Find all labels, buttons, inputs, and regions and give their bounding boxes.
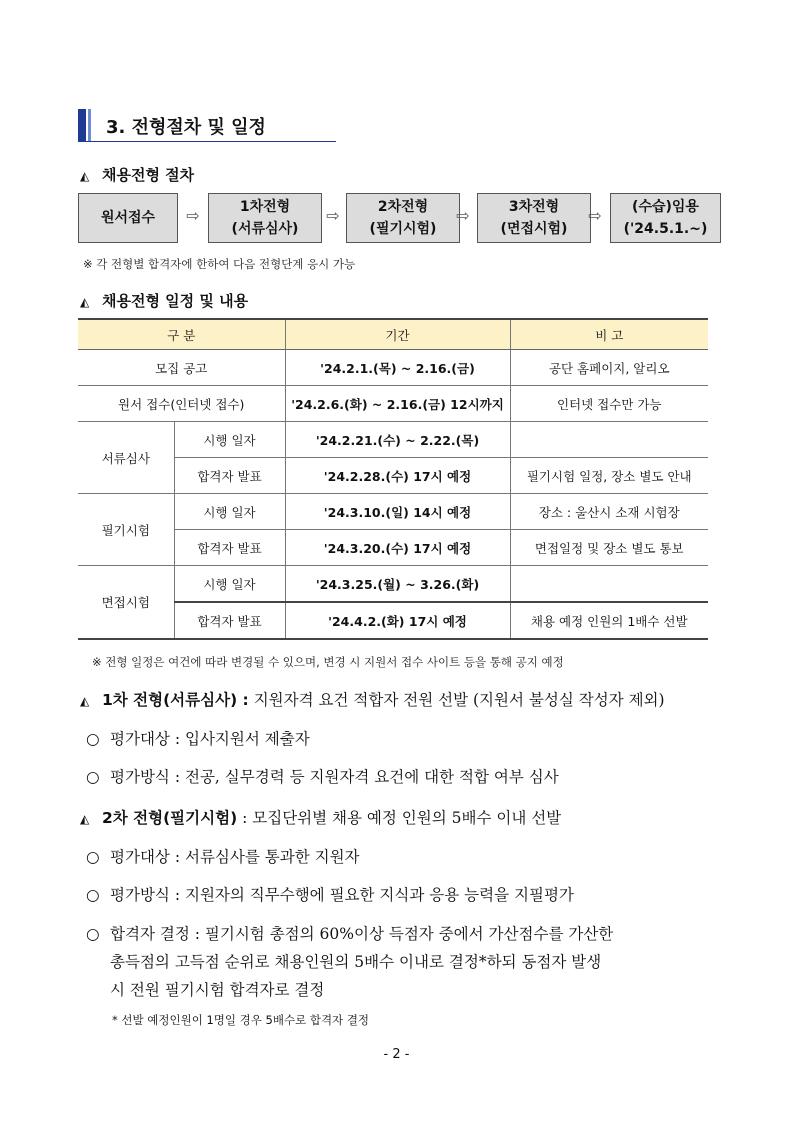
flow-step-3 [346, 193, 460, 243]
circle-bullet-icon: ○ [86, 886, 100, 904]
row-period: '24.3.20.(수) 17시 예정 [285, 530, 510, 566]
arrow-right-icon: ⇨ [588, 205, 602, 225]
row-remark [510, 566, 708, 603]
row-subcategory: 합격자 발표 [174, 602, 285, 639]
row-remark: 면접일정 및 장소 별도 통보 [510, 530, 708, 566]
triangle-bullet-icon: ◭ [80, 169, 90, 183]
header-period: 기간 [285, 319, 510, 350]
header-category: 구 분 [78, 319, 285, 350]
procedure-heading [80, 164, 194, 185]
flow-step-sublabel: (필기시험) [369, 221, 437, 237]
table-row [78, 566, 708, 603]
row-category: 원서 접수(인터넷 접수) [78, 386, 285, 422]
decision-line: 총득점의 고득점 순위로 채용인원의 5배수 이내로 결정*하되 동점자 발생 [110, 953, 602, 971]
row-subcategory: 시행 일자 [174, 566, 285, 603]
flow-step-sublabel: (서류심사) [231, 221, 299, 237]
triangle-bullet-icon: ◭ [80, 295, 90, 309]
row-remark: 필기시험 일정, 장소 별도 안내 [510, 458, 708, 494]
stage1-item [86, 727, 310, 749]
row-period: '24.3.25.(월) ~ 3.26.(화) [285, 566, 510, 603]
decision-line: 시 전원 필기시험 합격자로 결정 [110, 981, 325, 999]
schedule-heading-text: 채용전형 일정 및 내용 [102, 292, 249, 310]
triangle-bullet-icon: ◭ [80, 812, 90, 826]
table-row [78, 350, 708, 386]
procedure-flow [78, 193, 721, 243]
flow-step-label: 원서접수 [100, 210, 156, 226]
stage2-item-text: 평가대상 : 서류심사를 통과한 지원자 [110, 848, 360, 866]
flow-step-1 [78, 193, 178, 243]
section-header [78, 107, 336, 142]
procedure-note: ※ 각 전형별 합격자에 한하여 다음 전형단계 응시 가능 [83, 257, 356, 271]
row-category: 면접시험 [78, 566, 174, 640]
section-title: 3. 전형절차 및 일정 [106, 117, 266, 138]
section-marker [78, 109, 86, 141]
stage1-item [86, 765, 559, 787]
header-remark: 비 고 [510, 319, 708, 350]
row-remark: 공단 홈페이지, 알리오 [510, 350, 708, 386]
row-period: '24.4.2.(화) 17시 예정 [285, 602, 510, 639]
row-subcategory: 시행 일자 [174, 494, 285, 530]
flow-step-label: (수습)임용 [632, 199, 699, 215]
flow-step-2 [208, 193, 322, 243]
row-period: '24.2.28.(수) 17시 예정 [285, 458, 510, 494]
row-subcategory: 합격자 발표 [174, 530, 285, 566]
stage1-item-text: 평가대상 : 입사지원서 제출자 [110, 730, 310, 748]
table-row [78, 422, 708, 458]
table-row [78, 494, 708, 530]
triangle-bullet-icon: ◭ [80, 694, 90, 708]
procedure-heading-text: 채용전형 절차 [102, 166, 195, 184]
row-category: 필기시험 [78, 494, 174, 566]
schedule-note: ※ 전형 일정은 여건에 따라 변경될 수 있으며, 변경 시 지원서 접수 사이트 등을 통해 공지 예정 [92, 655, 564, 669]
schedule-heading [80, 290, 248, 311]
flow-step-sublabel: ('24.5.1.~) [623, 221, 708, 237]
arrow-right-icon: ⇨ [186, 205, 200, 225]
row-subcategory: 합격자 발표 [174, 458, 285, 494]
row-remark: 채용 예정 인원의 1배수 선발 [510, 602, 708, 639]
flow-step-5 [610, 193, 721, 243]
table-header-row [78, 319, 708, 350]
stage1-item-text: 평가방식 : 전공, 실무경력 등 지원자격 요건에 대한 적합 여부 심사 [110, 768, 559, 786]
row-category: 서류심사 [78, 422, 174, 494]
row-period: '24.3.10.(일) 14시 예정 [285, 494, 510, 530]
flow-step-4 [477, 193, 591, 243]
stage2-item [86, 845, 360, 867]
page-number: - 2 - [383, 1047, 410, 1062]
arrow-right-icon: ⇨ [326, 205, 340, 225]
stage1-heading [80, 688, 665, 710]
schedule-table [78, 318, 708, 640]
stage2-title: 2차 전형(필기시험) [102, 809, 238, 827]
stage2-desc: : 모집단위별 채용 예정 인원의 5배수 이내 선발 [237, 809, 562, 827]
circle-bullet-icon: ○ [86, 768, 100, 786]
row-remark: 인터넷 접수만 가능 [510, 386, 708, 422]
circle-bullet-icon: ○ [86, 730, 100, 748]
table-row [78, 386, 708, 422]
stage2-item-text: 평가방식 : 지원자의 직무수행에 필요한 지식과 응용 능력을 지필평가 [110, 886, 574, 904]
flow-step-sublabel: (면접시험) [500, 221, 568, 237]
row-remark: 장소 : 울산시 소재 시험장 [510, 494, 708, 530]
stage2-footnote: * 선발 예정인원이 1명일 경우 5배수로 합격자 결정 [112, 1013, 370, 1027]
row-subcategory: 시행 일자 [174, 422, 285, 458]
row-remark [510, 422, 708, 458]
flow-step-label: 1차전형 [239, 199, 291, 215]
section-marker-accent [88, 109, 91, 141]
row-period: '24.2.1.(목) ~ 2.16.(금) [285, 350, 510, 386]
stage1-desc: 지원자격 요건 적합자 전원 선발 (지원서 불성실 작성자 제외) [248, 691, 665, 709]
circle-bullet-icon: ○ [86, 848, 100, 866]
row-period: '24.2.21.(수) ~ 2.22.(목) [285, 422, 510, 458]
stage2-decision [86, 922, 613, 944]
stage1-title: 1차 전형(서류심사) : [102, 691, 249, 709]
decision-line: 합격자 결정 : 필기시험 총점의 60%이상 득점자 중에서 가산점수를 가산한 [110, 925, 614, 943]
flow-step-label: 3차전형 [508, 199, 560, 215]
flow-step-label: 2차전형 [377, 199, 429, 215]
circle-bullet-icon: ○ [86, 925, 100, 943]
stage2-heading [80, 806, 561, 828]
row-category: 모집 공고 [78, 350, 285, 386]
arrow-right-icon: ⇨ [456, 205, 470, 225]
row-period: '24.2.6.(화) ~ 2.16.(금) 12시까지 [285, 386, 510, 422]
stage2-item [86, 883, 574, 905]
